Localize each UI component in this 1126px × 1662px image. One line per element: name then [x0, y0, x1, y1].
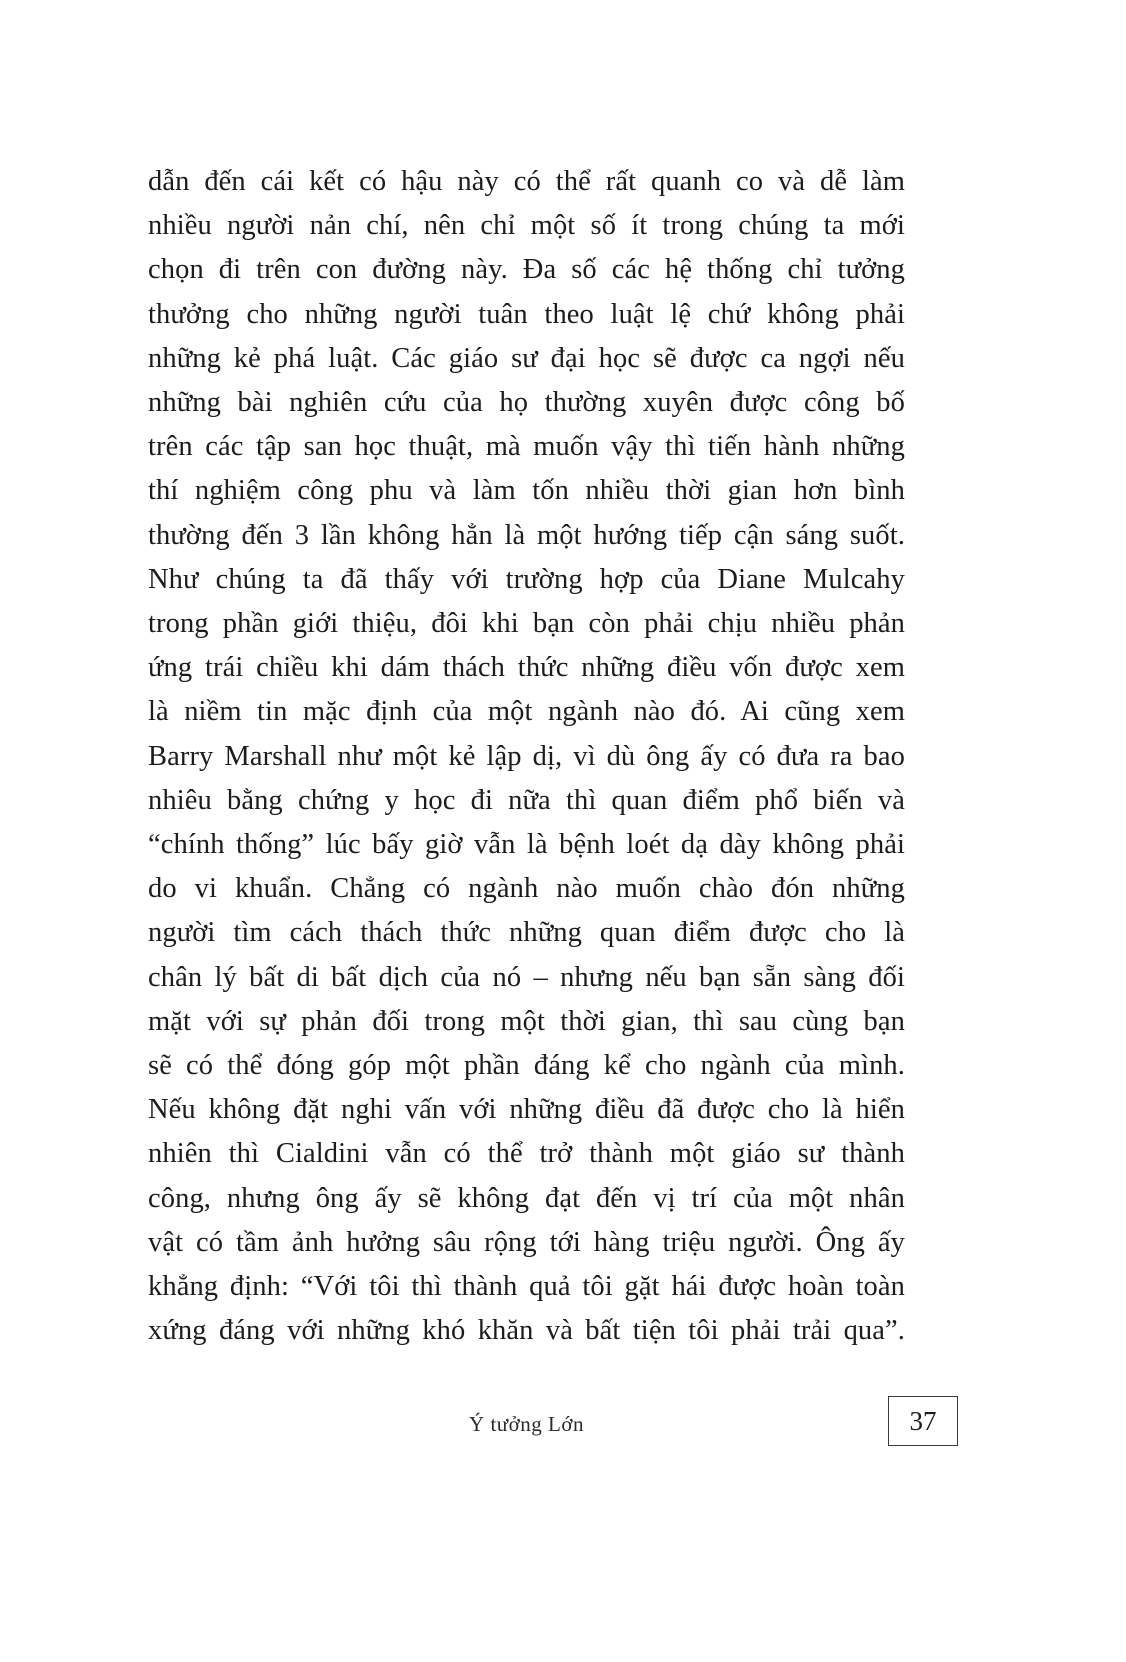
text-line: Như chúng ta đã thấy với trường hợp của Diane Mulcahy: [148, 563, 905, 595]
text-line: trong phần giới thiệu, đôi khi bạn còn phải chịu nhiều phản: [148, 608, 905, 640]
text-line: là niềm tin mặc định của một ngành nào đó. Ai cũng xem: [148, 696, 905, 728]
text-line: chọn đi trên con đường này. Đa số các hệ thống chỉ tưởng: [148, 254, 905, 286]
page-number-box: [888, 1396, 958, 1446]
text-line: trên các tập san học thuật, mà muốn vậy thì tiến hành những: [148, 431, 905, 463]
text-line: Barry Marshall như một kẻ lập dị, vì dù ông ấy có đưa ra bao: [148, 740, 905, 772]
text-line: thưởng cho những người tuân theo luật lệ chứ không phải: [148, 298, 905, 330]
running-title: Ý tưởng Lớn: [469, 1412, 584, 1436]
text-line: do vi khuẩn. Chẳng có ngành nào muốn chào đón những: [148, 873, 905, 905]
page-number: 37: [909, 1405, 937, 1436]
text-line: nhiều người nản chí, nên chỉ một số ít trong chúng ta mới: [148, 210, 905, 242]
text-line: nhiên thì Cialdini vẫn có thể trở thành một giáo sư thành: [148, 1138, 905, 1170]
text-line: nhiêu bằng chứng y học đi nữa thì quan điểm phổ biến và: [148, 784, 905, 816]
text-line: thường đến 3 lần không hẳn là một hướng tiếp cận sáng suốt.: [148, 519, 905, 551]
text-line: khẳng định: “Với tôi thì thành quả tôi gặt hái được hoàn toàn: [148, 1271, 905, 1303]
text-line: vật có tầm ảnh hưởng sâu rộng tới hàng triệu người. Ông ấy: [148, 1226, 905, 1258]
text-line: Nếu không đặt nghi vấn với những điều đã được cho là hiển: [148, 1094, 905, 1126]
text-line: thí nghiệm công phu và làm tốn nhiều thời gian hơn bình: [148, 475, 905, 507]
text-line: dẫn đến cái kết có hậu này có thể rất quanh co và dễ làm: [148, 166, 905, 197]
text-line: người tìm cách thách thức những quan điểm được cho là: [148, 917, 905, 949]
text-line: xứng đáng với những khó khăn và bất tiện tôi phải trải qua”.: [148, 1315, 905, 1347]
text-line: công, nhưng ông ấy sẽ không đạt đến vị trí của một nhân: [148, 1182, 905, 1214]
body-text: [148, 160, 905, 1353]
text-line: những bài nghiên cứu của họ thường xuyên được công bố: [148, 387, 905, 419]
text-line: sẽ có thể đóng góp một phần đáng kể cho ngành của mình.: [148, 1050, 905, 1082]
text-line: ứng trái chiều khi dám thách thức những điều vốn được xem: [148, 652, 905, 684]
text-line: những kẻ phá luật. Các giáo sư đại học sẽ được ca ngợi nếu: [148, 342, 905, 374]
text-line: mặt với sự phản đối trong một thời gian, thì sau cùng bạn: [148, 1005, 905, 1037]
text-line: chân lý bất di bất dịch của nó – nhưng nếu bạn sẵn sàng đối: [148, 961, 905, 993]
text-line: “chính thống” lúc bấy giờ vẫn là bệnh loét dạ dày không phải: [148, 829, 905, 861]
